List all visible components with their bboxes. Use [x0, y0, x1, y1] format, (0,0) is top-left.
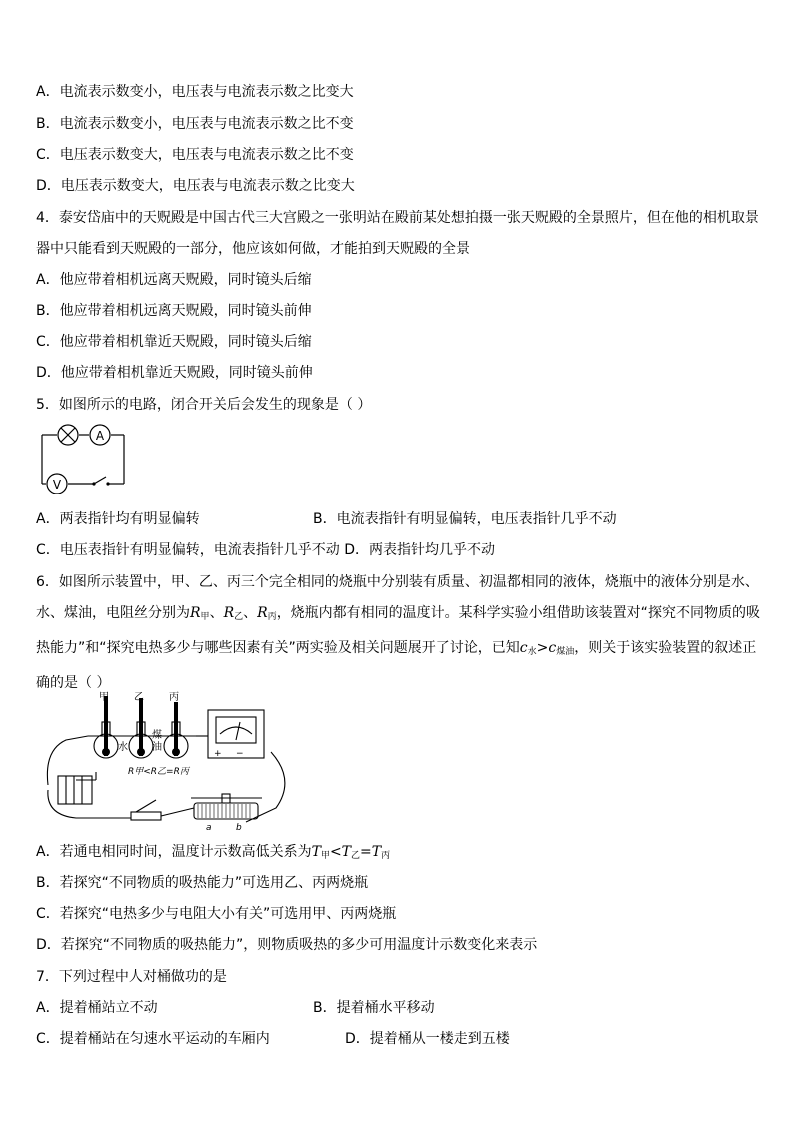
q7-stem: 7．下列过程中人对桶做功的是 — [36, 969, 227, 985]
q3-option-c: C．电压表示数变大，电压表与电流表示数之比不变 — [36, 147, 354, 163]
q5-circuit-diagram — [36, 422, 132, 494]
q6-meter-minus: − — [236, 749, 244, 759]
q6-meter-plus: + — [214, 749, 222, 759]
q4-option-c: C．他应带着相机靠近天贶殿，同时镜头后缩 — [36, 334, 312, 350]
q3-option-d: D．电压表示数变大，电压表与电流表示数之比变大 — [36, 178, 355, 194]
q5-option-cd: C．电压表指针有明显偏转，电流表指针几乎不动 D．两表指针均几乎不动 — [36, 542, 496, 558]
q4-option-d: D．他应带着相机靠近天贶殿，同时镜头前伸 — [36, 365, 313, 381]
q6-option-d: D．若探究“不同物质的吸热能力”，则物质吸热的多少可用温度计示数变化来表示 — [36, 937, 538, 953]
q7-option-c: C．提着桶站在匀速水平运动的车厢内 — [36, 1031, 270, 1047]
q5-stem: 5．如图所示的电路，闭合开关后会发生的现象是（ ） — [36, 397, 372, 413]
q4-stem: 4．泰安岱庙中的天贶殿是中国古代三大宫殿之一张明站在殿前某处想拍摄一张天贶殿的全景照片，但在他的相机取景器中只能看到天贶殿的一部分，他应该如何做，才能拍到天贶殿的全景 — [36, 210, 759, 257]
q6-label-yi: 乙 — [134, 692, 144, 703]
q6-option-c: C．若探究“电热多少与电阻大小有关”可选用甲、丙两烧瓶 — [36, 906, 397, 922]
q5-voltmeter-label: V — [52, 478, 62, 492]
q7-option-b: B．提着桶水平移动 — [313, 1000, 435, 1016]
q6-stem: 6．如图所示装置中，甲、乙、丙三个完全相同的烧瓶中分别装有质量、初温都相同的液体，烧瓶中的液体分别是水、水、煤油，电阻丝分别为$R_甲$、$R_乙$、$R_丙$，烧瓶内都有相同的温度计。某科学实验小组借助该装置对“探究不同物质的吸热能力”和“探究电热多少与哪些因素有关”两实验及相关问题展开了讨论，已知$c_水>c_{煤油}$，则关于该实验装置的叙述正确的是（ ） — [36, 574, 760, 691]
q4-option-a: A．他应带着相机远离天贶殿，同时镜头后缩 — [36, 272, 312, 288]
q7-option-d: D．提着桶从一楼走到五楼 — [345, 1031, 510, 1047]
q3-option-b: B．电流表示数变小，电压表与电流表示数之比不变 — [36, 116, 354, 132]
q5-ammeter-label: A — [95, 429, 105, 443]
q6-rheo-b: b — [236, 823, 242, 832]
q6-label-oil-2: 油 — [152, 742, 162, 753]
q7-option-a: A．提着桶站立不动 — [36, 1000, 158, 1016]
q6-label-bing: 丙 — [169, 692, 179, 703]
q6-apparatus-diagram — [36, 690, 346, 832]
q3-option-a: A．电流表示数变小，电压表与电流表示数之比变大 — [36, 84, 354, 100]
q5-option-b: B．电流表指针有明显偏转，电压表指针几乎不动 — [313, 511, 617, 527]
q6-resistance-relation: R甲<R乙=R丙 — [128, 767, 189, 777]
q6-label-oil-1: 煤 — [152, 730, 162, 741]
q4-option-b: B．他应带着相机远离天贶殿，同时镜头前伸 — [36, 303, 312, 319]
q6-option-a: A．若通电相同时间，温度计示数高低关系为$T_甲<T_乙=T_丙$ — [36, 844, 391, 861]
q6-option-b: B．若探究“不同物质的吸热能力”可选用乙、丙两烧瓶 — [36, 875, 369, 891]
q6-rheo-a: a — [206, 823, 212, 832]
q5-option-a: A．两表指针均有明显偏转 — [36, 511, 200, 527]
q6-label-jia: 甲 — [99, 692, 109, 703]
q6-label-water: 水 — [118, 742, 128, 753]
